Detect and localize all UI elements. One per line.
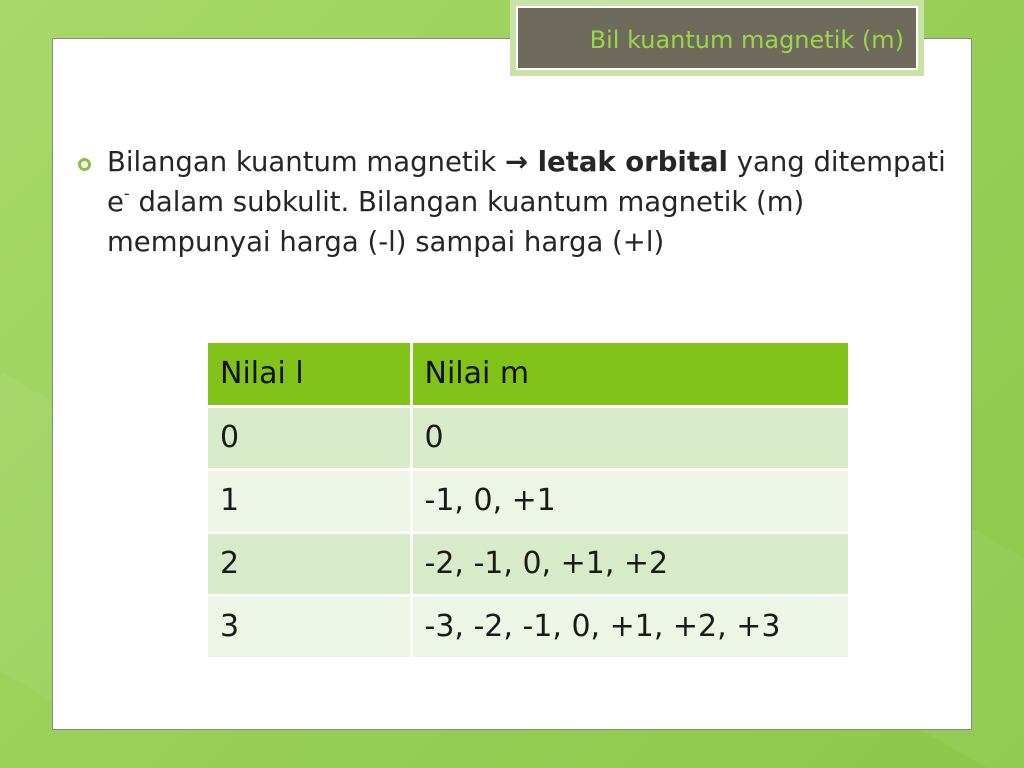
table-cell-l: 0 [208, 406, 411, 469]
table-cell-l: 2 [208, 532, 411, 595]
header-nilai-l: Nilai l [208, 343, 411, 406]
table-header-row [208, 343, 848, 406]
bullet-text [107, 142, 948, 262]
table-row [208, 595, 848, 658]
table-cell-m: -1, 0, +1 [411, 469, 848, 532]
table-row [208, 532, 848, 595]
table-cell-m: -3, -2, -1, 0, +1, +2, +3 [411, 595, 848, 658]
slide-title: Bil kuantum magnetik (m) [589, 26, 904, 54]
table-cell-m: -2, -1, 0, +1, +2 [411, 532, 848, 595]
bullet-text-part: Bilangan kuantum magnetik [107, 146, 505, 178]
table-cell-m: 0 [411, 406, 848, 469]
bullet-bold-text: letak orbital [528, 146, 728, 178]
bullet-circle-icon [78, 158, 91, 171]
quantum-number-table [208, 343, 848, 660]
header-nilai-m: Nilai m [411, 343, 848, 406]
table-cell-l: 1 [208, 469, 411, 532]
title-frame [510, 0, 924, 76]
arrow-icon: → [504, 146, 529, 178]
table-cell-l: 3 [208, 595, 411, 658]
title-box [516, 6, 918, 70]
table-row [208, 406, 848, 469]
electron-superscript: - [123, 184, 130, 203]
bullet-text-part: yang ditempati e [107, 146, 946, 218]
bullet-text-part: dalam subkulit. Bilangan kuantum magnetik (m) mempunyai harga (-l) sampai harga (+l) [107, 186, 805, 258]
bullet-point [78, 142, 948, 262]
table-row [208, 469, 848, 532]
